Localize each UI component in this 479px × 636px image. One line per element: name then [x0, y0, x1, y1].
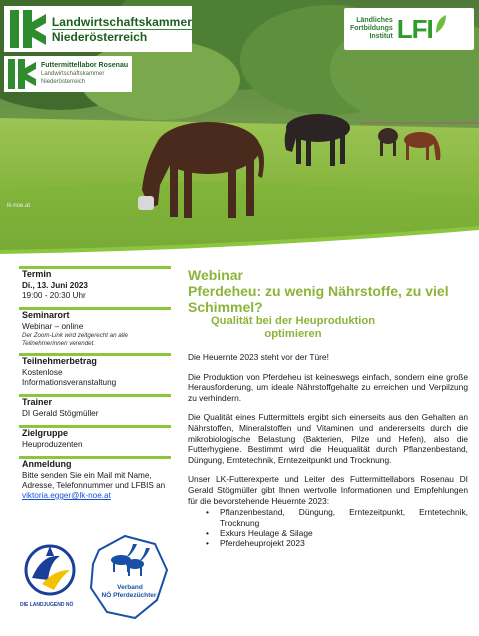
- expert-paragraph: Unser LK-Futterexperte und Leiter des Futtermittellabors Rosenau DI Gerald Stögmüller gibt Ihnen wertvolle Informationen und Empfehlungen für die bevorstehende Heuernte 2023:: [188, 474, 468, 506]
- lk-name: Landwirtschaftskammer: [51, 14, 192, 29]
- landjugend-logo: [20, 540, 78, 616]
- beitrag-line1: Kostenlose: [22, 368, 63, 377]
- list-item: • Exkurs Heulage & Silage: [206, 528, 468, 538]
- ffl-region: Niederösterreich: [41, 79, 86, 85]
- section-seminarort: [19, 307, 171, 347]
- main-subtitle: Qualität bei der Heuproduktion optimieren: [210, 315, 376, 340]
- seminarort-title: Seminarort: [19, 307, 171, 322]
- termin-title: Termin: [19, 266, 171, 281]
- futtermittellabor-logo: [4, 56, 132, 92]
- list-item: • Pferdeheuprojekt 2023: [206, 538, 468, 548]
- zielgruppe-title: Zielgruppe: [19, 425, 171, 440]
- lfi-abbr: LFI: [396, 13, 433, 44]
- trainer-name: DI Gerald Stögmüller: [22, 409, 99, 418]
- termin-date: Di., 13. Juni 2023: [22, 281, 88, 290]
- ffl-org: Landwirtschaftskammer: [41, 71, 105, 77]
- hero-photo: [0, 0, 479, 258]
- seminarort-place: Webinar – online: [22, 322, 84, 331]
- section-teilnehmerbetrag: [19, 353, 171, 388]
- lk-region: Niederösterreich: [52, 29, 192, 44]
- leaf-icon: [434, 13, 448, 35]
- list-item: • Pflanzenbestand, Düngung, Erntezeitpunkt, Erntetechnik, Trocknung: [206, 507, 468, 528]
- lfi-line1: Ländliches: [356, 17, 393, 24]
- anmeldung-title: Anmeldung: [19, 456, 171, 471]
- anmeldung-email-link[interactable]: viktoria.egger@lk-noe.at: [22, 491, 111, 500]
- verband-label-2: NÖ Pferdezüchter: [101, 592, 157, 599]
- trainer-title: Trainer: [19, 394, 171, 409]
- section-trainer: [19, 394, 171, 419]
- anmeldung-text: Bitte senden Sie ein Mail mit Name, Adresse, Telefonnummer und LFBIS an: [22, 471, 166, 490]
- termin-time: 19:00 - 20:30 Uhr: [22, 291, 86, 300]
- lfi-line2: Fortbildungs: [350, 25, 393, 32]
- quality-paragraph: Die Qualität eines Futtermittels ergibt sich einerseits aus den Gehalten an Nährstoffen, Mineralstoffen und Vitaminen und andererseits durch die mikrobiologische Belastung (Bakterien, Pilze und Hefen), also die Futterhygiene. Bestimmt wird die Heuqualität durch Pflanzenbestand, Düngung, Erntetechnik, Erntezeitpunkt und Trocknung.: [188, 412, 468, 465]
- halter: [138, 196, 154, 210]
- kicker-webinar: Webinar: [188, 267, 243, 283]
- beitrag-line2: Informationsveranstaltung: [22, 378, 117, 387]
- landjugend-label: DIE LANDJUGEND NÖ: [20, 602, 74, 608]
- topic-list: [188, 507, 468, 549]
- lower-austria-horses-icon: [85, 530, 171, 626]
- photo-watermark: lk-noe.at: [7, 203, 31, 209]
- lfi-line3: Institut: [369, 33, 393, 40]
- ffl-name: Futtermittellabor Rosenau: [41, 62, 129, 69]
- beitrag-title: Teilnehmerbetrag: [19, 353, 171, 368]
- zielgruppe-value: Heuproduzenten: [22, 440, 83, 449]
- section-zielgruppe: [19, 425, 171, 450]
- verband-pferdezuechter-logo: [85, 530, 171, 626]
- main-title: Pferdeheu: zu wenig Nährstoffe, zu viel Schimmel?: [188, 283, 449, 315]
- section-anmeldung: [19, 456, 171, 501]
- seminarort-note: Der Zoom-Link wird zeitgerecht an alle Teilnehmerinnen verendet.: [22, 332, 128, 347]
- lfi-logo: [344, 8, 474, 50]
- lk-mark-small-icon: [7, 59, 37, 89]
- verband-label-1: Verband: [117, 584, 143, 591]
- main-content: [188, 267, 468, 549]
- lk-noe-logo: [4, 6, 192, 52]
- info-sidebar: [19, 266, 171, 507]
- production-paragraph: Die Produktion von Pferdeheu ist keineswegs einfach, sondern eine große Herausforderung, um ideale Nährstoffgehalte zu erreichen und Verpilzung zu verhindern.: [188, 371, 468, 403]
- intro-paragraph: Die Heuernte 2023 steht vor der Türe!: [188, 352, 329, 362]
- lk-mark-icon: [8, 10, 48, 48]
- section-termin: [19, 266, 171, 301]
